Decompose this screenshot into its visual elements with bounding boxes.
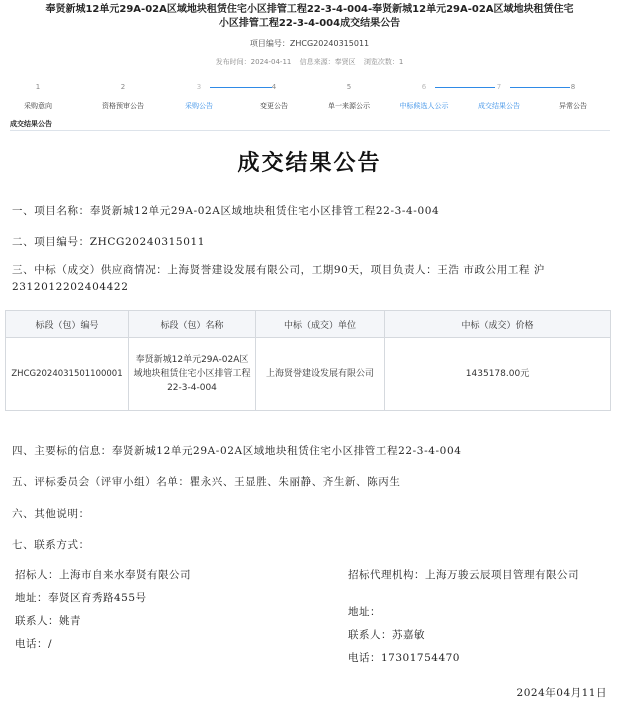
step-1[interactable] bbox=[2, 82, 74, 112]
page-heading-line1: 奉贤新城12单元29A-02A区域地块租赁住宅小区排管工程22-3-4-004-奉贤新城12单元29A-02A区域地块租赁住宅 bbox=[45, 4, 574, 15]
step-number: 6 bbox=[421, 83, 427, 91]
step-number: 4 bbox=[271, 83, 277, 91]
document-title: 成交结果公告 bbox=[237, 151, 382, 176]
step-8[interactable] bbox=[537, 82, 609, 112]
section-supplier: 三、中标（成交）供应商情况：上海贤誉建设发展有限公司，工期90天，项目负责人：王浩 市政公用工程 沪2312012202404422 bbox=[12, 264, 546, 293]
step-number: 3 bbox=[196, 83, 202, 91]
buyer-address: 地址：奉贤区育秀路455号 bbox=[15, 592, 147, 604]
section-other-notes: 六、其他说明： bbox=[12, 508, 90, 520]
step-3[interactable] bbox=[163, 82, 235, 112]
page-heading-line2: 小区排管工程22-3-4-004成交结果公告 bbox=[218, 18, 401, 29]
award-table bbox=[5, 310, 611, 411]
progress-steps bbox=[10, 82, 610, 112]
publish-time: 发布时间：2024-04-11 bbox=[215, 58, 292, 66]
announcement-date: 2024年04月11日 bbox=[516, 687, 607, 699]
step-2[interactable] bbox=[87, 82, 159, 112]
section-project-number: 二、项目编号：ZHCG20240315011 bbox=[12, 236, 206, 248]
section-subject-info: 四、主要标的信息：奉贤新城12单元29A-02A区域地块租赁住宅小区排管工程22-3-4-004 bbox=[12, 445, 462, 457]
buyer-contact-person: 联系人：姚青 bbox=[15, 615, 81, 627]
step-label: 成交结果公告 bbox=[478, 102, 520, 110]
lot-name-cell: 奉贤新城12单元29A-02A区域地块租赁住宅小区排管工程22-3-4-004 bbox=[129, 338, 256, 411]
step-label: 变更公告 bbox=[260, 102, 288, 110]
page-heading bbox=[0, 3, 619, 31]
step-label: 单一来源公示 bbox=[328, 102, 370, 110]
step-4[interactable] bbox=[238, 82, 310, 112]
table-row bbox=[6, 338, 611, 411]
info-source: 信息来源：奉贤区 bbox=[299, 58, 356, 66]
step-number: 7 bbox=[496, 83, 502, 91]
table-header-row bbox=[6, 311, 611, 338]
section-contact: 七、联系方式： bbox=[12, 539, 90, 551]
step-number: 8 bbox=[570, 83, 576, 91]
step-label: 采购意向 bbox=[24, 102, 52, 110]
agency-name: 招标代理机构：上海万骏云辰项目管理有限公司 bbox=[348, 569, 579, 581]
column-header: 标段（包）名称 bbox=[129, 311, 256, 338]
agency-contact-person: 联系人：苏嘉敏 bbox=[348, 629, 425, 641]
column-header: 中标（成交）单位 bbox=[256, 311, 385, 338]
step-number: 5 bbox=[346, 83, 352, 91]
winner-cell: 上海贤誉建设发展有限公司 bbox=[256, 338, 385, 411]
breadcrumb: 成交结果公告 bbox=[10, 120, 52, 128]
step-number: 1 bbox=[35, 83, 41, 91]
step-6[interactable] bbox=[388, 82, 460, 112]
divider bbox=[10, 130, 610, 131]
step-label: 异常公告 bbox=[559, 102, 587, 110]
lot-number-cell: ZHCG2024031501100001 bbox=[6, 338, 129, 411]
project-number: 项目编号：ZHCG20240315011 bbox=[249, 39, 370, 48]
step-number: 2 bbox=[120, 83, 126, 91]
section-project-name: 一、项目名称：奉贤新城12单元29A-02A区域地块租赁住宅小区排管工程22-3-4-004 bbox=[12, 205, 440, 217]
agency-address: 地址： bbox=[348, 606, 381, 618]
step-7[interactable] bbox=[463, 82, 535, 112]
step-label: 资格预审公告 bbox=[102, 102, 144, 110]
agency-phone: 电话：17301754470 bbox=[348, 652, 460, 664]
view-count: 浏览次数：1 bbox=[363, 58, 404, 66]
step-label: 中标候选人公示 bbox=[399, 102, 449, 110]
column-header: 中标（成交）价格 bbox=[385, 311, 611, 338]
buyer-name: 招标人：上海市自来水奉贤有限公司 bbox=[15, 569, 191, 581]
price-cell: 1435178.00元 bbox=[385, 338, 611, 411]
column-header: 标段（包）编号 bbox=[6, 311, 129, 338]
section-committee: 五、评标委员会（评审小组）名单：瞿永兴、王显胜、朱丽静、齐生新、陈丙生 bbox=[12, 476, 401, 488]
buyer-phone: 电话：/ bbox=[15, 638, 53, 650]
step-5[interactable] bbox=[313, 82, 385, 112]
step-label: 采购公告 bbox=[185, 102, 213, 110]
publish-meta bbox=[0, 57, 619, 67]
